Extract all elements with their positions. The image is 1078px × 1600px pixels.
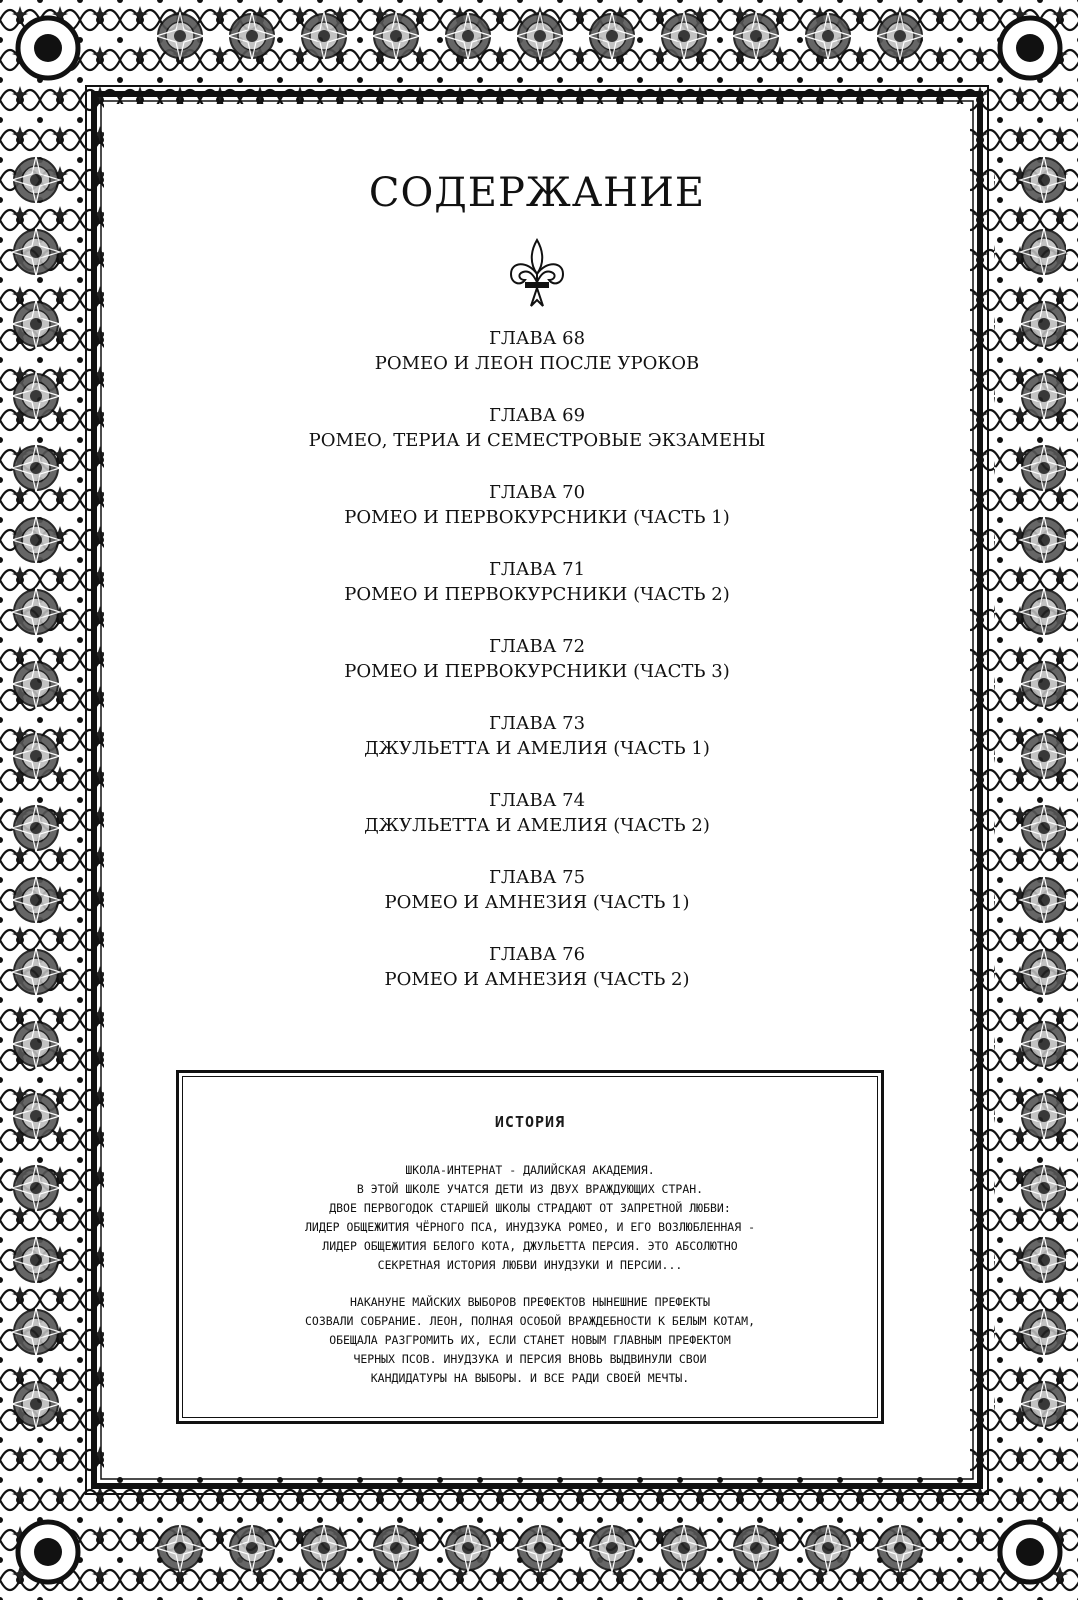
content-panel (104, 104, 970, 1476)
story-line: ШКОЛА-ИНТЕРНАТ - ДАЛИЙСКАЯ АКАДЕМИЯ. (405, 1163, 655, 1177)
toc-entry[interactable] (104, 634, 970, 711)
story-line: НАКАНУНЕ МАЙСКИХ ВЫБОРОВ ПРЕФЕКТОВ НЫНЕШНИЕ ПРЕФЕКТЫ (349, 1295, 711, 1309)
toc-chapter: ГЛАВА 73 (488, 713, 586, 734)
toc-entry[interactable] (104, 326, 970, 403)
story-paragraph (210, 1293, 850, 1388)
toc-subtitle: ДЖУЛЬЕТТА И АМЕЛИЯ (ЧАСТЬ 2) (364, 815, 710, 836)
story-line: ЛИДЕР ОБЩЕЖИТИЯ ЧЁРНОГО ПСА, ИНУДЗУКА РОМЕО, И ЕГО ВОЗЛЮБЛЕННАЯ - (304, 1220, 756, 1234)
story-paragraph (210, 1161, 850, 1275)
toc-entry[interactable] (104, 480, 970, 557)
toc-chapter: ГЛАВА 72 (488, 636, 586, 657)
toc-entry[interactable] (104, 865, 970, 942)
toc-subtitle: РОМЕО И АМНЕЗИЯ (ЧАСТЬ 1) (384, 892, 690, 913)
toc-chapter: ГЛАВА 70 (488, 482, 586, 503)
toc-subtitle: РОМЕО И ЛЕОН ПОСЛЕ УРОКОВ (374, 353, 700, 374)
story-line: ОБЕЩАЛА РАЗГРОМИТЬ ИХ, ЕСЛИ СТАНЕТ НОВЫМ ГЛАВНЫМ ПРЕФЕКТОМ (329, 1333, 731, 1347)
table-of-contents (104, 326, 970, 1019)
toc-entry[interactable] (104, 403, 970, 480)
story-box-inner (182, 1076, 878, 1418)
toc-chapter: ГЛАВА 74 (488, 790, 586, 811)
page-title: СОДЕРЖАНИЕ (368, 170, 706, 216)
toc-entry[interactable] (104, 711, 970, 788)
toc-entry[interactable] (104, 788, 970, 865)
toc-entry[interactable] (104, 942, 970, 1019)
toc-subtitle: РОМЕО И ПЕРВОКУРСНИКИ (ЧАСТЬ 2) (344, 584, 730, 605)
toc-chapter: ГЛАВА 76 (488, 944, 586, 965)
story-line: ЧЕРНЫХ ПСОВ. ИНУДЗУКА И ПЕРСИЯ ВНОВЬ ВЫДВИНУЛИ СВОИ (353, 1352, 707, 1366)
toc-subtitle: РОМЕО И ПЕРВОКУРСНИКИ (ЧАСТЬ 1) (344, 507, 730, 528)
toc-subtitle: РОМЕО И АМНЕЗИЯ (ЧАСТЬ 2) (384, 969, 690, 990)
toc-subtitle: РОМЕО И ПЕРВОКУРСНИКИ (ЧАСТЬ 3) (344, 661, 730, 682)
story-line: СЕКРЕТНАЯ ИСТОРИЯ ЛЮБВИ ИНУДЗУКИ И ПЕРСИИ... (377, 1258, 683, 1272)
toc-entry[interactable] (104, 557, 970, 634)
toc-subtitle: ДЖУЛЬЕТТА И АМЕЛИЯ (ЧАСТЬ 1) (364, 738, 710, 759)
story-line: СОЗВАЛИ СОБРАНИЕ. ЛЕОН, ПОЛНАЯ ОСОБОЙ ВРАЖДЕБНОСТИ К БЕЛЫМ КОТАМ, (304, 1314, 756, 1328)
story-line: ЛИДЕР ОБЩЕЖИТИЯ БЕЛОГО КОТА, ДЖУЛЬЕТТА ПЕРСИЯ. ЭТО АБСОЛЮТНО (322, 1239, 738, 1253)
story-line: КАНДИДАТУРЫ НА ВЫБОРЫ. И ВСЕ РАДИ СВОЕЙ МЕЧТЫ. (370, 1371, 690, 1385)
toc-subtitle: РОМЕО, ТЕРИА И СЕМЕСТРОВЫЕ ЭКЗАМЕНЫ (308, 430, 766, 451)
fleur-de-lis-icon (497, 234, 577, 314)
toc-chapter: ГЛАВА 68 (488, 328, 586, 349)
story-title: ИСТОРИЯ (494, 1113, 566, 1131)
story-line: ДВОЕ ПЕРВОГОДОК СТАРШЕЙ ШКОЛЫ СТРАДАЮТ ОТ ЗАПРЕТНОЙ ЛЮБВИ: (329, 1201, 731, 1215)
toc-chapter: ГЛАВА 75 (488, 867, 586, 888)
story-line: В ЭТОЙ ШКОЛЕ УЧАТСЯ ДЕТИ ИЗ ДВУХ ВРАЖДУЮЩИХ СТРАН. (356, 1182, 704, 1196)
toc-chapter: ГЛАВА 71 (488, 559, 586, 580)
toc-chapter: ГЛАВА 69 (488, 405, 586, 426)
story-box (176, 1070, 884, 1424)
